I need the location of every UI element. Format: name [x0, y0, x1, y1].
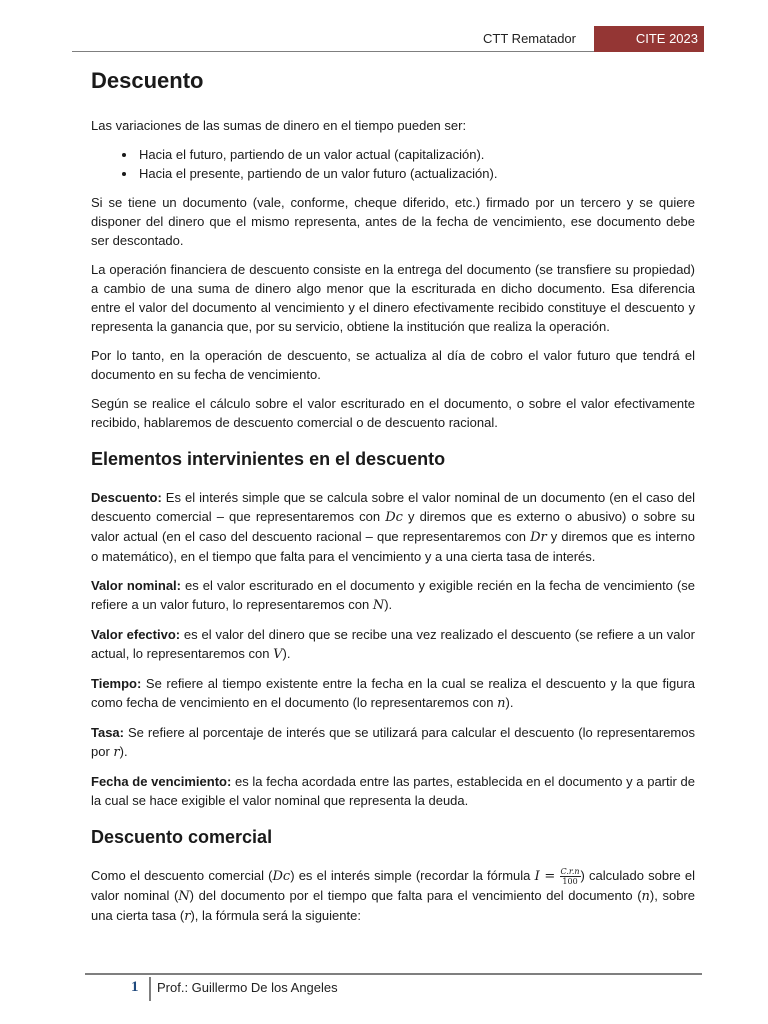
definition-text: y diremos que es externo o abusivo) o sobre su valor actual (en el caso del descuento racional – que representaremos con: [91, 509, 696, 544]
document-body: [91, 64, 695, 936]
math-symbol: [385, 510, 403, 525]
page-number: 1: [131, 979, 139, 995]
definition-text: ).: [282, 646, 291, 661]
math-symbol-text: Dc: [385, 510, 403, 525]
math-symbol-text: Dr: [530, 530, 547, 545]
math-symbol: n: [497, 696, 506, 711]
page-header: [72, 26, 704, 52]
math-symbol: n: [641, 889, 650, 905]
formula-lhs: I =: [534, 869, 556, 884]
definition-descuento: [91, 488, 695, 566]
definition-term: Tasa:: [91, 725, 124, 740]
definition-tasa: [91, 723, 695, 762]
definition-text: Es el interés simple que se calcula sobre el valor nominal de un documento (en el caso del descuento comercial – que representaremos con: [91, 490, 695, 524]
header-rule: [72, 51, 596, 52]
math-symbol: N: [372, 598, 385, 613]
descuento-comercial-paragraph: [91, 866, 695, 926]
paragraph-text: ), sobre una cierta tasa (: [91, 888, 695, 924]
list-item: • Hacia el presente, partiendo de un valor futuro (actualización).: [137, 164, 695, 183]
bullet-list: [91, 145, 695, 183]
section-heading: Descuento comercial: [91, 827, 273, 847]
definition-text: es la fecha acordada entre las partes, establecida en el documento y a partir de la cual se hace exigible el valor nominal que representa la deuda.: [91, 774, 695, 808]
definition-tiempo: [91, 674, 695, 713]
definition-text: es el valor escriturado en el documento y exigible recién en la fecha de vencimiento (se refiere a un valor futuro, lo representaremos con: [91, 578, 695, 612]
footer-separator: [149, 977, 151, 1001]
definition-text: ).: [119, 744, 128, 759]
definition-term: Valor efectivo:: [91, 627, 181, 642]
formula-numerator: C.r.n: [560, 867, 580, 877]
definition-text: Se refiere al porcentaje de interés que se utilizará para calcular el descuento (lo representaremos por: [91, 725, 695, 759]
math-symbol: r: [113, 745, 120, 760]
math-symbol: N: [178, 889, 190, 905]
paragraph-text: ) del documento por el tiempo que falta para el vencimiento del documento (: [189, 888, 642, 904]
definition-text: y diremos que es interno o matemático), en el tiempo que falta para el vencimiento y a una cierta tasa de interés.: [91, 529, 695, 564]
definition-term: Tiempo:: [91, 676, 142, 691]
math-symbol: [530, 530, 547, 545]
math-symbol: V: [273, 647, 283, 662]
math-symbol: r: [184, 909, 191, 925]
paragraph: La operación financiera de descuento consiste en la entrega del documento (se transfiere su propiedad) a cambio de una suma de dinero algo menor que la escriturada en dicho documento. Esa diferencia entre el valor del documento al vencimiento y el dinero efectivamente recibido constituye el descuento y representa la ganancia que, por su servicio, obtiene la institución que realiza la operación.: [91, 262, 695, 334]
header-course: CTT Rematador: [483, 31, 576, 46]
definition-term: Valor nominal:: [91, 578, 181, 593]
definition-text: Se refiere al tiempo existente entre la fecha en la cual se realiza el descuento y la que figura como fecha de vencimiento en el documento (lo representaremos con: [91, 676, 695, 710]
formula-denominator: 100: [562, 877, 578, 887]
paragraph-text: Como el descuento comercial (: [91, 868, 273, 883]
header-badge: CITE 2023: [594, 26, 704, 52]
definition-text: ).: [384, 597, 393, 612]
page-footer: [85, 973, 702, 1003]
definition-term: Fecha de vencimiento:: [91, 774, 232, 789]
definition-fecha-vencimiento: [91, 772, 695, 810]
paragraph-text: ) es el interés simple (recordar la fórmula: [290, 868, 535, 883]
definition-text: es el valor del dinero que se recibe una vez realizado el descuento (se refiere a un valor actual, lo representaremos con: [91, 627, 695, 661]
math-symbol: Dc: [272, 869, 291, 884]
intro-paragraph: Las variaciones de las sumas de dinero en el tiempo pueden ser:: [91, 118, 467, 133]
page-title: Descuento: [91, 68, 204, 93]
footer-rule: [85, 973, 702, 975]
paragraph: Según se realice el cálculo sobre el valor escriturado en el documento, o sobre el valor efectivamente recibido, hablaremos de descuento comercial o de descuento racional.: [91, 396, 695, 430]
paragraph-text: ) calculado sobre el valor nominal (: [91, 868, 695, 904]
footer-author: Prof.: Guillermo De los Angeles: [157, 980, 338, 995]
paragraph-text: ), la fórmula será la siguiente:: [190, 908, 361, 924]
paragraph: Por lo tanto, en la operación de descuento, se actualiza al día de cobro el valor futuro que tendrá el documento en su fecha de vencimiento.: [91, 348, 695, 382]
section-heading: Elementos intervinientes en el descuento: [91, 449, 446, 469]
definition-text: ).: [505, 695, 514, 710]
definition-valor-efectivo: [91, 625, 695, 664]
definition-term: Descuento:: [91, 490, 162, 505]
list-item: • Hacia el futuro, partiendo de un valor actual (capitalización).: [137, 145, 695, 164]
formula-fraction: [560, 867, 581, 886]
paragraph: Si se tiene un documento (vale, conforme, cheque diferido, etc.) firmado por un tercero y se quiere disponer del dinero que el mismo representa, antes de la fecha de vencimiento, ese documento debe ser descontado.: [91, 195, 695, 248]
definition-valor-nominal: [91, 576, 695, 615]
